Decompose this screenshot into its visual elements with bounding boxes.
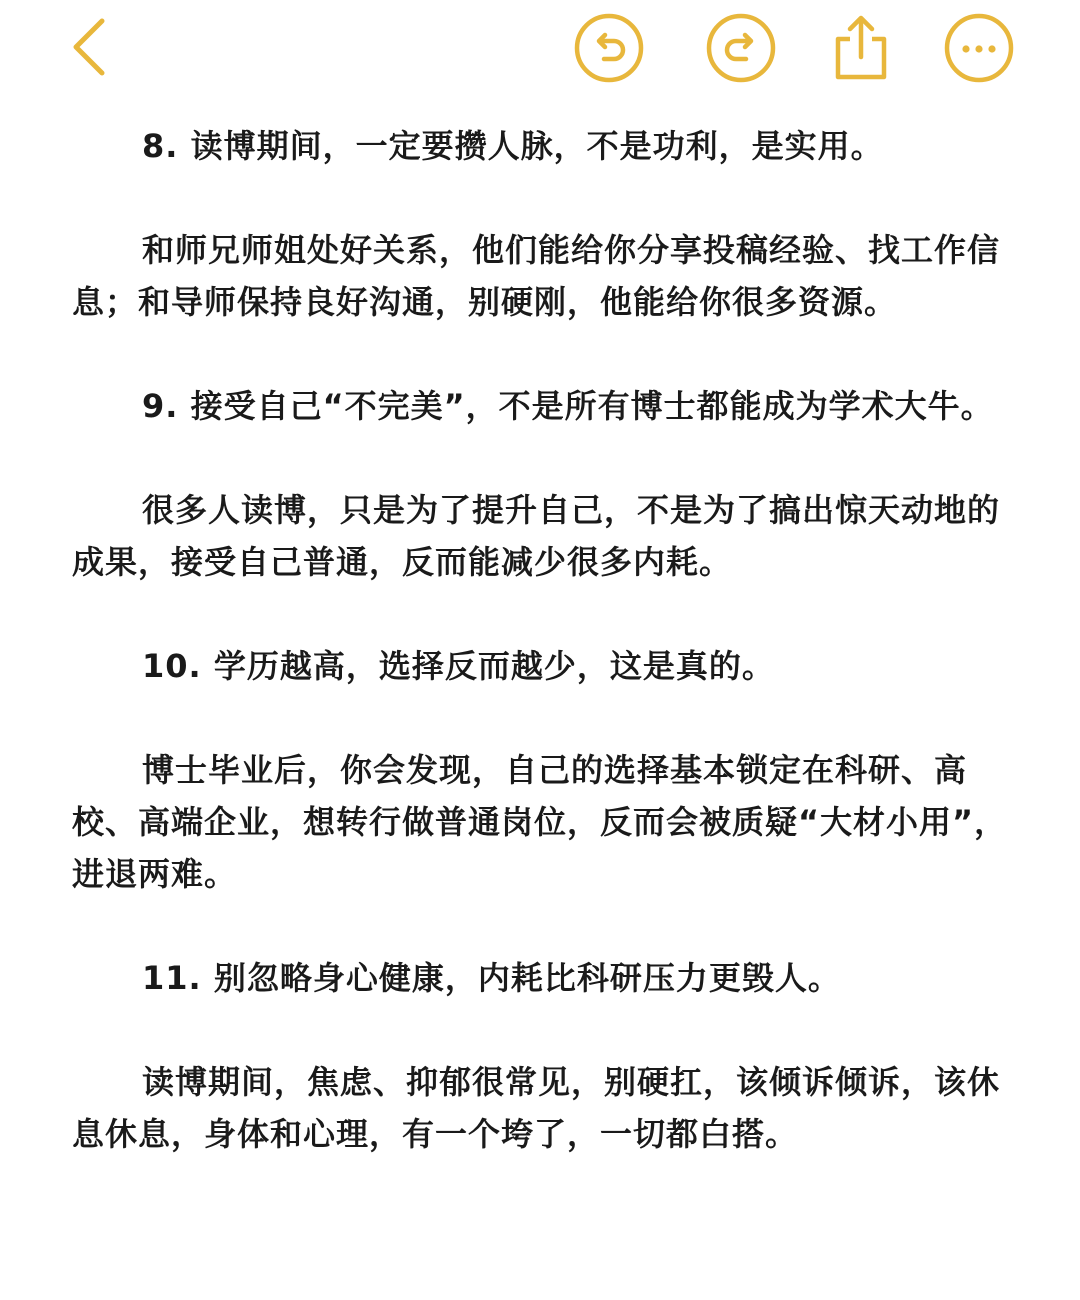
note-content[interactable] [72, 120, 1012, 1160]
undo-button[interactable] [573, 12, 645, 84]
note-heading-9: 9. 接受自己“不完美”，不是所有博士都能成为学术大牛。 [142, 387, 994, 425]
note-heading-11: 11. 别忽略身心健康，内耗比科研压力更毁人。 [142, 959, 841, 997]
more-icon [943, 12, 1015, 84]
undo-icon [573, 12, 645, 84]
note-toolbar [0, 0, 1080, 100]
note-paragraph: 很多人读博，只是为了提升自己，不是为了搞出惊天动地的成果，接受自己普通，反而能减少很多内耗。 [72, 491, 1001, 581]
share-button[interactable] [826, 10, 896, 84]
note-paragraph: 博士毕业后，你会发现，自己的选择基本锁定在科研、高校、高端企业，想转行做普通岗位，反而会被质疑“大材小用”，进退两难。 [72, 751, 1008, 893]
back-button[interactable] [58, 14, 118, 80]
note-paragraph: 和师兄师姐处好关系，他们能给你分享投稿经验、找工作信息；和导师保持良好沟通，别硬刚，他能给你很多资源。 [72, 231, 1001, 321]
share-icon [830, 11, 892, 83]
more-button[interactable] [943, 12, 1015, 84]
note-paragraph: 读博期间，焦虑、抑郁很常见，别硬扛，该倾诉倾诉，该休息休息，身体和心理，有一个垮了，一切都白搭。 [72, 1063, 1001, 1153]
redo-button[interactable] [705, 12, 777, 84]
chevron-left-icon [68, 17, 108, 77]
note-heading-10: 10. 学历越高，选择反而越少，这是真的。 [142, 647, 775, 685]
note-heading-8: 8. 读博期间，一定要攒人脉，不是功利，是实用。 [142, 127, 884, 165]
redo-icon [705, 12, 777, 84]
